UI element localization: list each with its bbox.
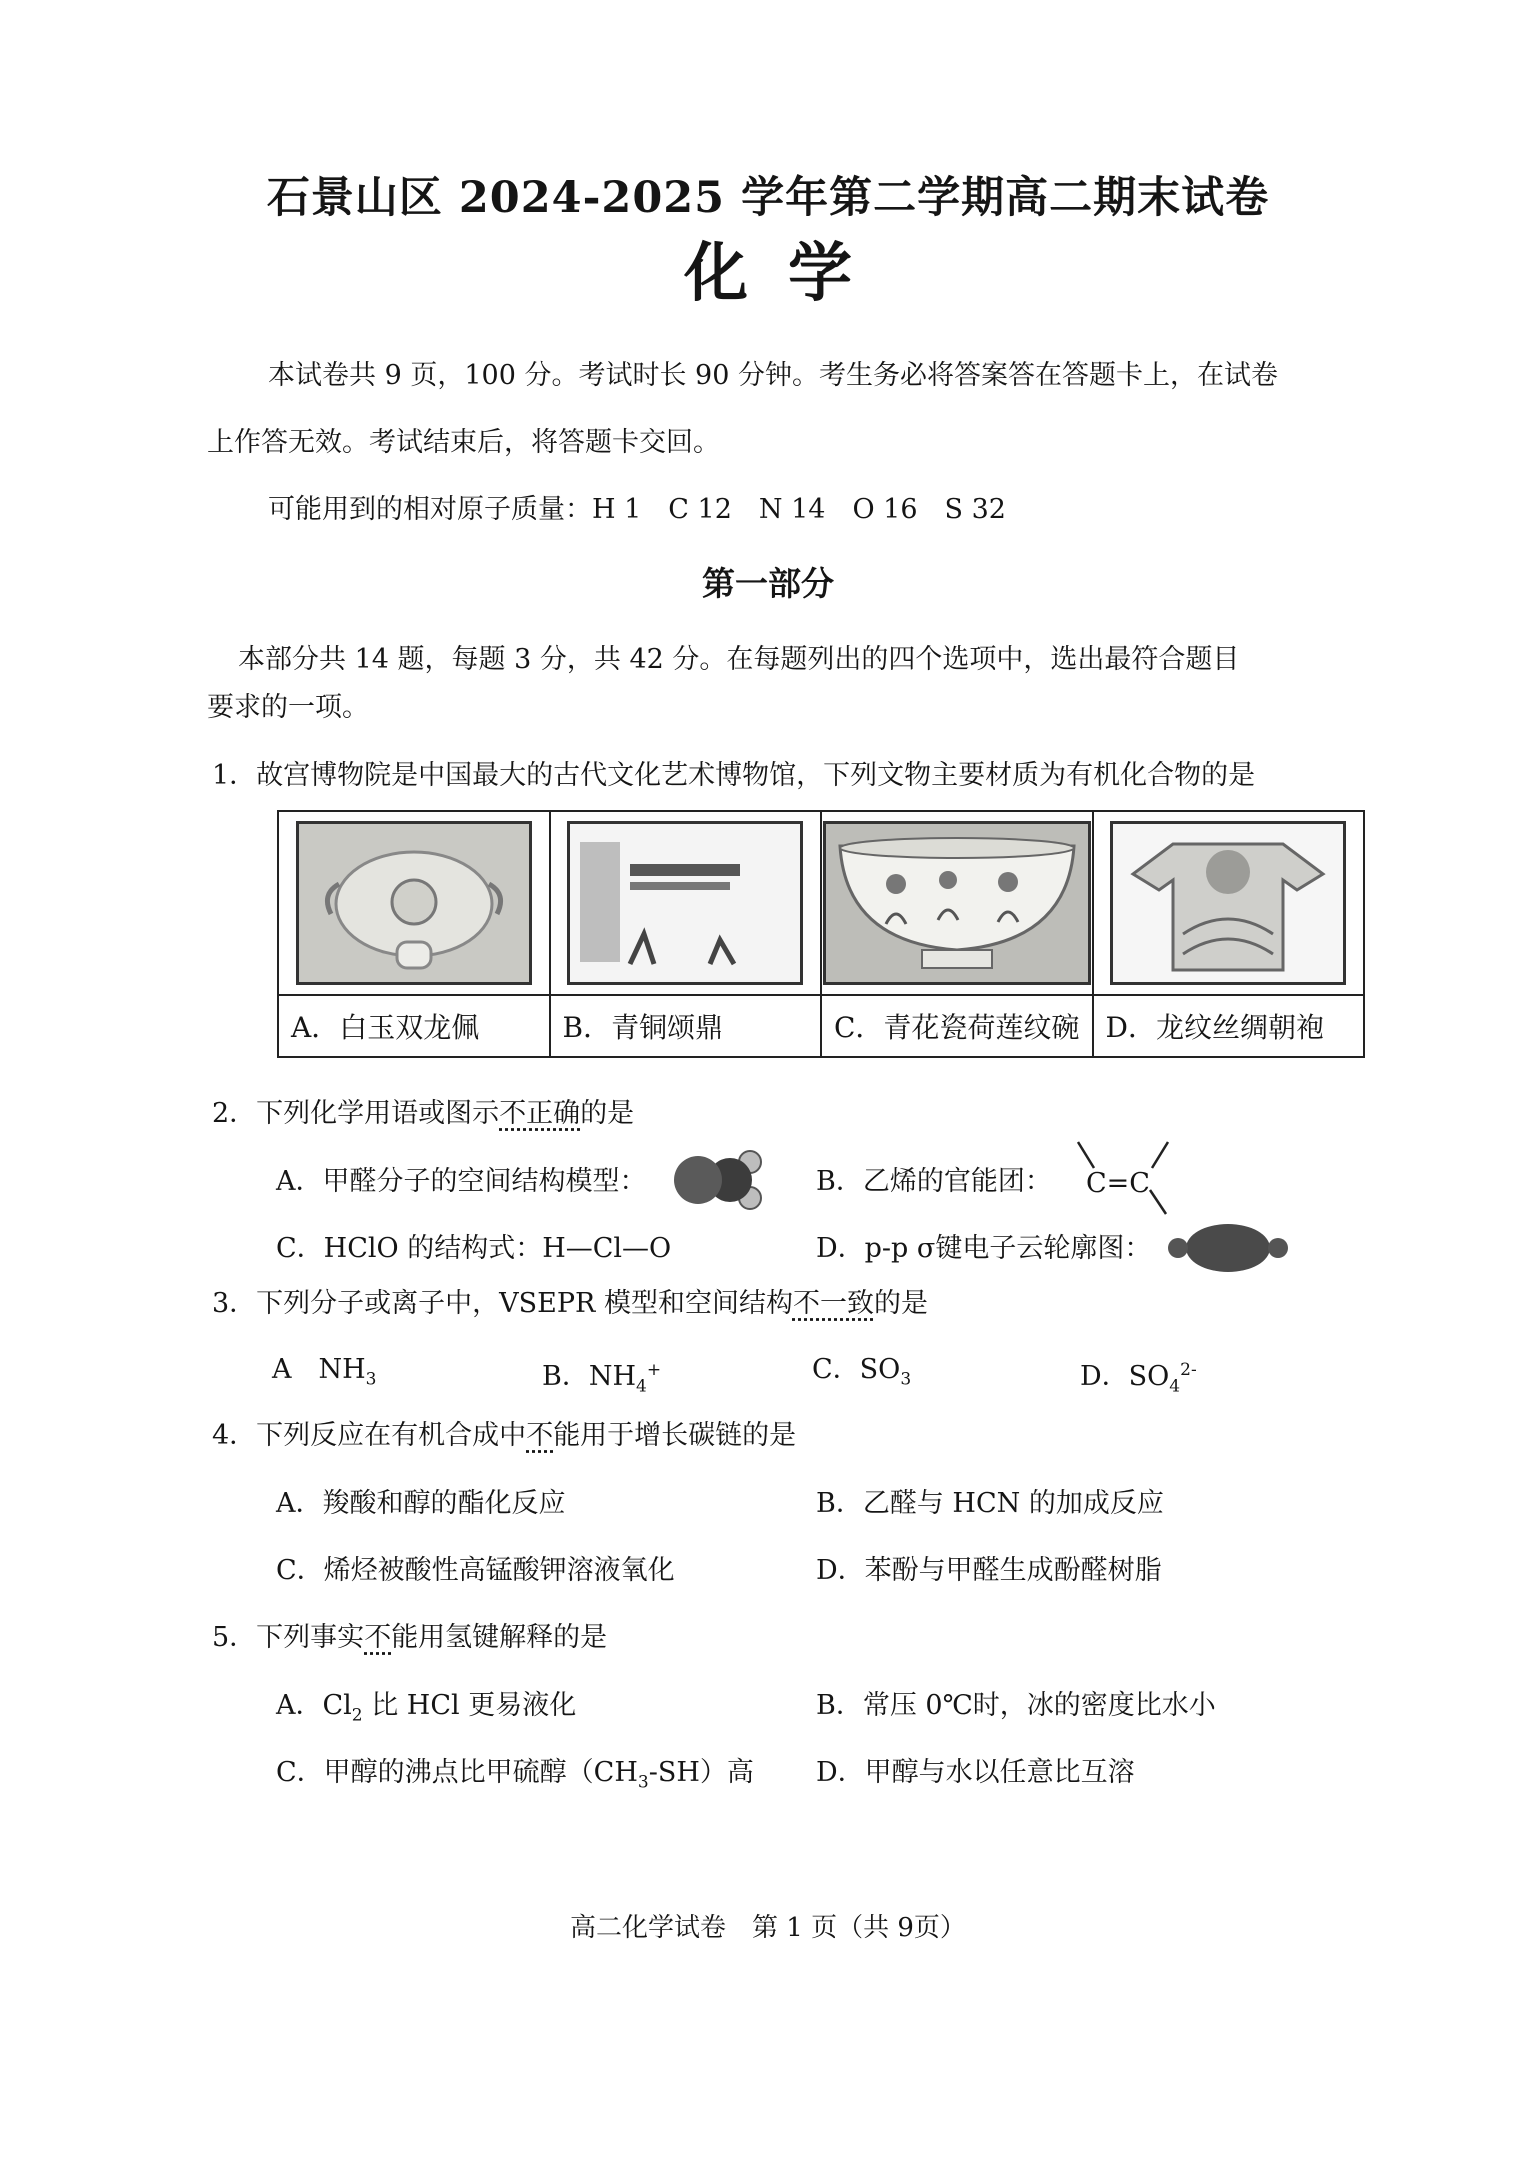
- double-bond-formula: C=C: [1086, 1168, 1150, 1199]
- sigma-bond-orbital-icon: [1166, 1218, 1290, 1278]
- question-2-stem: 2．下列化学用语或图示不正确的是: [212, 1098, 635, 1129]
- question-4-stem: 4．下列反应在有机合成中不能用于增长碳链的是: [212, 1420, 797, 1451]
- question-5-stem: 5．下列事实不能用氢键解释的是: [212, 1622, 608, 1653]
- option-d: D．龙纹丝绸朝袍: [1093, 995, 1365, 1057]
- dragon-robe-image: [1110, 821, 1346, 985]
- question-2-option-a: A．甲醛分子的空间结构模型：: [276, 1166, 647, 1197]
- question-3-option-c: C．$SO_3$: [812, 1354, 912, 1390]
- option-b: B．青铜颂鼎: [550, 995, 822, 1057]
- formaldehyde-model-icon: [668, 1140, 768, 1220]
- question-4-option-c: C．烯烃被酸性高锰酸钾溶液氧化: [276, 1555, 675, 1586]
- atomic-masses: 可能用到的相对原子质量：H 1 C 12 N 14 O 16 S 32: [268, 494, 1006, 525]
- page-footer: 高二化学试卷 第 1 页（共 9页）: [570, 1913, 966, 1943]
- question-4-option-b: B．乙醛与 HCN 的加成反应: [816, 1488, 1164, 1519]
- exam-title: 石景山区 2024-2025 学年第二学期高二期末试卷: [266, 173, 1270, 223]
- intro-line-2: 上作答无效。考试结束后，将答题卡交回。: [207, 427, 720, 458]
- jade-pendant-image: [296, 821, 532, 985]
- question-3-option-b: B．$NH_4^+$: [542, 1360, 662, 1397]
- artifact-table: [277, 810, 1365, 1058]
- question-2-option-c: C．HClO 的结构式：H—Cl—O: [276, 1233, 672, 1264]
- question-5-option-c: C．甲醇的沸点比甲硫醇$(CH_3-SH)$高: [276, 1757, 754, 1793]
- artifact-image-cell: [550, 811, 822, 995]
- bronze-ding-image: [567, 821, 803, 985]
- part-instructions-2: 要求的一项。: [207, 692, 369, 723]
- intro-line-1: 本试卷共 9 页，100 分。考试时长 90 分钟。考生务必将答案答在答题卡上，在试卷: [268, 360, 1278, 391]
- question-4-option-d: D．苯酚与甲醛生成酚醛树脂: [816, 1555, 1162, 1586]
- subject-title: 化学: [684, 236, 892, 311]
- artifact-image-cell: [821, 811, 1093, 995]
- ethylene-functional-group: [1070, 1140, 1170, 1220]
- question-5-option-b: B．常压 0℃时，冰的密度比水小: [816, 1690, 1216, 1721]
- part-instructions-1: 本部分共 14 题，每题 3 分，共 42 分。在每题列出的四个选项中，选出最符合题目: [238, 644, 1240, 675]
- artifact-image-cell: [278, 811, 550, 995]
- question-4-option-a: A．羧酸和醇的酯化反应: [276, 1488, 566, 1519]
- question-5-option-a: A．$Cl_2$ 比 HCl 更易液化: [276, 1690, 577, 1726]
- question-3-option-d: D．$SO_4^{2-}$: [1080, 1360, 1197, 1397]
- porcelain-bowl-image: [823, 821, 1091, 985]
- question-2-option-b: B．乙烯的官能团：: [816, 1166, 1052, 1197]
- artifact-image-cell: [1093, 811, 1365, 995]
- question-2-option-d: D．p-p σ键电子云轮廓图：: [816, 1233, 1152, 1264]
- option-a: A．白玉双龙佩: [278, 995, 550, 1057]
- question-1-stem: 1．故宫博物院是中国最大的古代文化艺术博物馆，下列文物主要材质为有机化合物的是: [212, 760, 1256, 791]
- option-c: C．青花瓷荷莲纹碗: [821, 995, 1093, 1057]
- part-heading: 第一部分: [702, 564, 834, 603]
- question-3-option-a: A $NH_3$: [272, 1354, 377, 1390]
- question-3-stem: 3．下列分子或离子中，VSEPR 模型和空间结构不一致的是: [212, 1288, 928, 1319]
- question-5-option-d: D．甲醇与水以任意比互溶: [816, 1757, 1135, 1788]
